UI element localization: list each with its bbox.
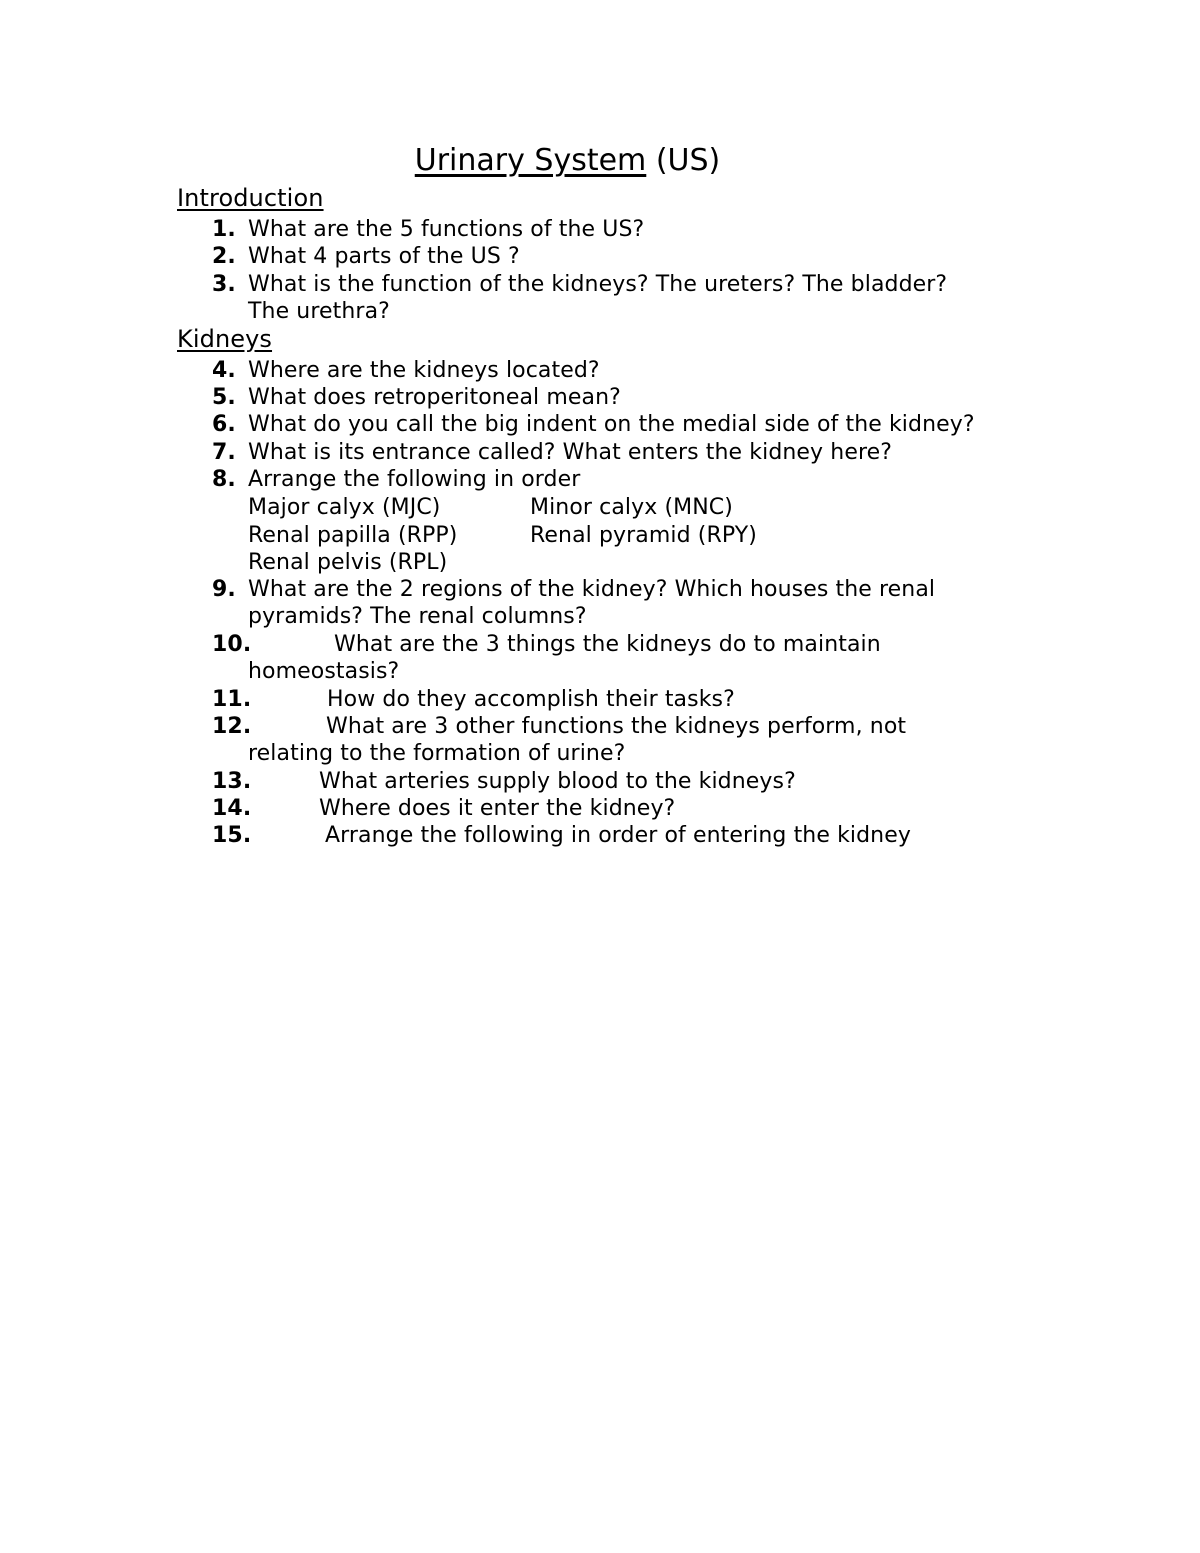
question-text: What is its entrance called? What enters the kidney here? — [248, 440, 893, 465]
question-text: Where are the kidneys located? — [248, 358, 600, 383]
question-number: 14. — [212, 796, 252, 821]
question-number: 4. — [212, 358, 236, 383]
question-text: What are the 3 things the kidneys do to maintain — [334, 632, 881, 657]
question-number: 9. — [212, 577, 236, 602]
question-text: homeostasis? — [248, 659, 400, 685]
question-text: pyramids? The renal columns? — [248, 604, 587, 630]
title-main: Urinary System — [414, 143, 647, 178]
question-text: What are 3 other functions the kidneys perform, not — [326, 714, 907, 739]
question-number: 8. — [212, 467, 236, 492]
question-text: relating to the formation of urine? — [248, 741, 626, 767]
question-number: 15. — [212, 823, 252, 848]
term-item: Major calyx (MJC) — [248, 495, 441, 520]
title-suffix: (US) — [646, 143, 721, 178]
question-number: 6. — [212, 412, 236, 437]
question-text: Arrange the following in order of entering the kidney — [325, 823, 911, 848]
question-number: 10. — [212, 632, 252, 657]
question-text: Where does it enter the kidney? — [319, 796, 676, 821]
question-number: 7. — [212, 440, 236, 465]
question-number: 5. — [212, 385, 236, 410]
term-item: Renal papilla (RPP) — [248, 523, 458, 548]
question-text: What do you call the big indent on the medial side of the kidney? — [248, 412, 975, 437]
page-title — [0, 143, 1135, 179]
question-text: The urethra? — [248, 299, 390, 325]
term-item: Renal pyramid (RPY) — [530, 523, 757, 548]
term-item: Minor calyx (MNC) — [530, 495, 733, 520]
section-heading: Introduction — [177, 184, 324, 212]
question-number: 1. — [212, 217, 236, 242]
question-text: What is the function of the kidneys? The ureters? The bladder? — [248, 272, 948, 297]
question-text: What are the 5 functions of the US? — [248, 217, 645, 242]
question-text: How do they accomplish their tasks? — [327, 687, 735, 712]
question-number: 2. — [212, 244, 236, 269]
question-text: What does retroperitoneal mean? — [248, 385, 621, 410]
question-number: 11. — [212, 687, 252, 712]
question-number: 3. — [212, 272, 236, 297]
question-number: 13. — [212, 769, 252, 794]
term-item: Renal pelvis (RPL) — [248, 550, 448, 575]
question-text: Arrange the following in order — [248, 467, 581, 492]
question-text: What are the 2 regions of the kidney? Which houses the renal — [248, 577, 936, 602]
section-heading: Kidneys — [177, 325, 273, 353]
question-text: What arteries supply blood to the kidneys? — [319, 769, 796, 794]
question-number: 12. — [212, 714, 252, 739]
question-text: What 4 parts of the US ? — [248, 244, 520, 269]
